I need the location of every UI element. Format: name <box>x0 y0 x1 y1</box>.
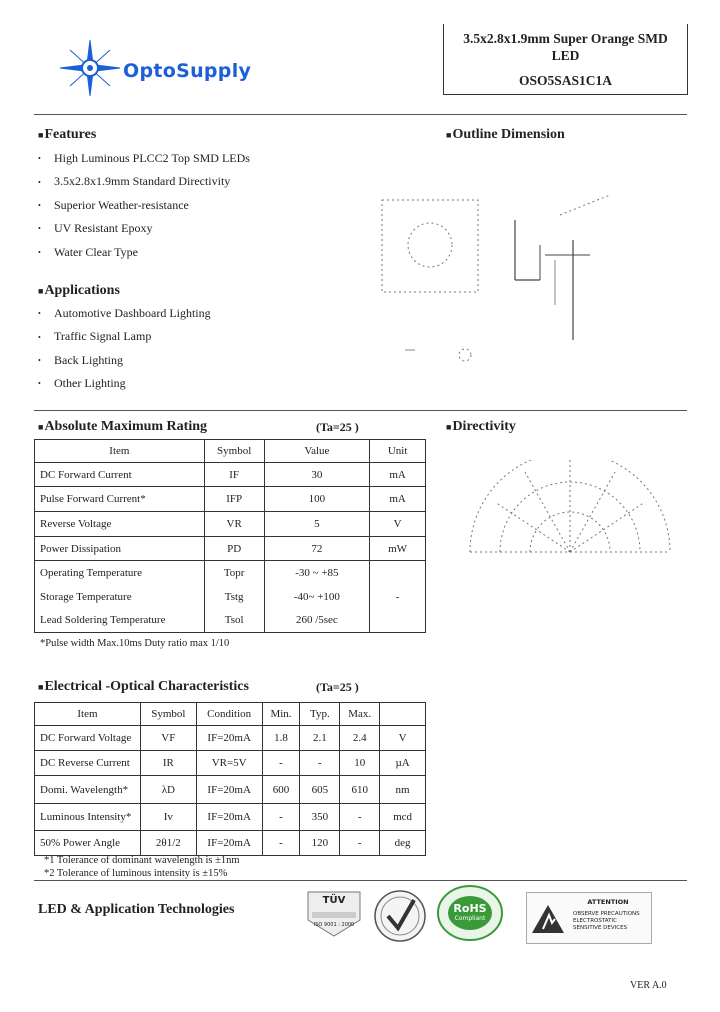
col-header: Value <box>264 440 370 463</box>
bullet-icon: • <box>38 224 41 234</box>
table-row: Pulse Forward Current* IFP 100 mA <box>35 487 426 512</box>
outline-dimension-drawing <box>360 180 690 380</box>
bullet-icon: • <box>38 247 41 257</box>
table-row: DC Reverse Current IR VR=5V - - 10 µA <box>35 751 426 776</box>
table-row: Power Dissipation PD 72 mW <box>35 537 426 561</box>
list-item: • 3.5x2.8x1.9mm Standard Directivity <box>38 170 250 193</box>
applications-list <box>38 302 211 396</box>
eo-note-2: *2 Tolerance of luminous intensity is ±15% <box>44 868 228 879</box>
table-row: DC Forward Current IF 30 mA <box>35 463 426 487</box>
abs-max-ta: (Ta=25 ) <box>316 420 359 434</box>
abs-max-table <box>34 439 426 633</box>
table-row: Reverse Voltage VR 5 V <box>35 512 426 537</box>
features-list <box>38 147 250 264</box>
table-row: DC Forward Voltage VF IF=20mA 1.8 2.1 2.4 V <box>35 726 426 751</box>
section-divider <box>34 410 687 411</box>
section-bullet-icon: ■ <box>38 682 44 692</box>
list-item: • Superior Weather-resistance <box>38 194 250 217</box>
table-row: Lead Soldering Temperature Tsol 260 /5sec <box>35 609 426 633</box>
optosupply-logo <box>55 38 275 98</box>
col-header: Unit <box>370 440 426 463</box>
abs-max-note: *Pulse width Max.10ms Duty ratio max 1/10 <box>40 638 230 649</box>
col-header: Item <box>35 440 205 463</box>
table-row: Storage Temperature Tstg -40~ +100 <box>35 585 426 609</box>
list-item: • Automotive Dashboard Lighting <box>38 302 211 325</box>
list-item: • Other Lighting <box>38 372 211 395</box>
directivity-heading: ■Directivity <box>446 419 516 434</box>
directivity-diagram <box>455 460 685 575</box>
table-row: Domi. Wavelength* λD IF=20mA 600 605 610 nm <box>35 776 426 804</box>
section-bullet-icon: ■ <box>38 422 44 432</box>
title-line2: LED <box>551 48 580 63</box>
table-header-row <box>35 440 426 463</box>
footer-divider <box>34 880 687 881</box>
abs-max-heading: ■Absolute Maximum Rating <box>38 419 207 434</box>
product-title <box>444 30 687 64</box>
bullet-icon: • <box>38 355 41 365</box>
eo-table <box>34 702 426 856</box>
tuv-iso-badge: TÜV ISO 9001 : 2000 <box>304 888 364 940</box>
esd-text: OBSERVE PRECAUTIONS ELECTROSTATIC SENSITIVE DEVICES <box>573 911 640 931</box>
eo-heading: ■Electrical -Optical Characteristics <box>38 679 249 694</box>
bullet-icon: • <box>38 309 41 319</box>
bullet-icon: • <box>38 177 41 187</box>
temp-unit: - <box>370 561 426 633</box>
table-header-row: Item Symbol Condition Min. Typ. Max. <box>35 703 426 726</box>
list-item: • Back Lighting <box>38 349 211 372</box>
section-bullet-icon: ■ <box>38 130 44 140</box>
eo-note-1: *1 Tolerance of dominant wavelength is ±1nm <box>44 855 240 866</box>
esd-warning-icon <box>531 903 565 935</box>
list-item: • UV Resistant Epoxy <box>38 217 250 240</box>
col-header: Symbol <box>204 440 264 463</box>
list-item: • Water Clear Type <box>38 241 250 264</box>
star-logo-icon <box>55 38 125 98</box>
bullet-icon: • <box>38 379 41 389</box>
applications-heading: ■Applications <box>38 283 120 298</box>
rohs-badge: RoHS Compliant <box>436 884 504 942</box>
section-bullet-icon: ■ <box>446 130 452 140</box>
part-number: OSO5SAS1C1A <box>518 73 613 88</box>
title-line1: 3.5x2.8x1.9mm Super Orange SMD <box>463 31 668 46</box>
brand-name: OptoSupply <box>123 60 252 82</box>
section-bullet-icon: ■ <box>38 286 44 296</box>
version-label: VER A.0 <box>630 980 667 991</box>
lens-circle <box>408 223 452 267</box>
eo-ta: (Ta=25 ) <box>316 680 359 694</box>
company-name: LED & Application Technologies <box>38 902 235 917</box>
title-box <box>443 24 688 95</box>
bullet-icon: • <box>38 332 41 342</box>
bullet-icon: • <box>38 154 41 164</box>
table-row: Operating Temperature Topr -30 ~ +85 - <box>35 561 426 585</box>
package-outline <box>382 200 478 292</box>
header-divider <box>34 114 687 115</box>
list-item: • Traffic Signal Lamp <box>38 325 211 348</box>
bullet-icon: • <box>38 200 41 210</box>
section-bullet-icon: ■ <box>446 422 452 432</box>
quality-check-badge-icon <box>372 888 428 944</box>
table-row: Luminous Intensity* Iv IF=20mA - 350 - mcd <box>35 804 426 831</box>
list-item: • High Luminous PLCC2 Top SMD LEDs <box>38 147 250 170</box>
table-row: 50% Power Angle 2θ1/2 IF=20mA - 120 - deg <box>35 831 426 856</box>
outline-heading: ■Outline Dimension <box>446 127 565 142</box>
esd-attention-label: ATTENTION OBSERVE PRECAUTIONS ELECTROSTATIC SENSITIVE DEVICES <box>526 892 652 944</box>
features-heading: ■Features <box>38 127 97 142</box>
